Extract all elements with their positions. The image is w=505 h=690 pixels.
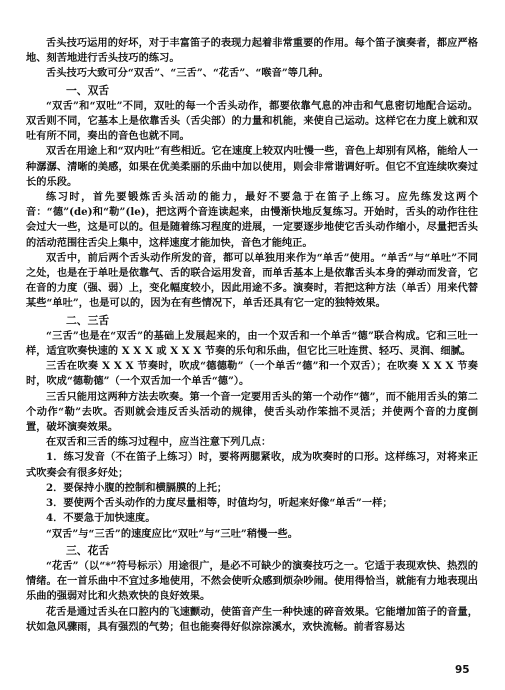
list-item: 3．要使两个舌头动作的力度尽量相等，时值均匀，听起来好像“单舌”一样； xyxy=(46,497,393,510)
page-body xyxy=(26,36,478,635)
page-number: 95 xyxy=(455,664,470,676)
paragraph: 舌头技巧大致可分“双舌”、“三舌”、“花舌”、“喉音”等几种。 xyxy=(46,67,329,80)
paragraph: “三舌”也是在“双舌”的基础上发展起来的，由一个双舌和一个单舌“德”联合构成。它和三吐一样，适宜吹奏快速的 X X X 或 X X X 节奏的乐句和乐曲，但它比三吐连贯、轻巧、灵润、细腻。 xyxy=(26,329,478,358)
section-heading: 一、双舌 xyxy=(66,83,110,97)
paragraph: “双舌”和“双吐”不同，双吐的每一个舌头动作，都要依靠气息的冲击和气息密切地配合运动。双舌则不同，它基本上是依靠舌头（舌尖部）的力量和机能，来使自己运动。这样它在力度上就和双吐有所不同，奏出的音色也就不同。 xyxy=(26,99,478,143)
paragraph: “花舌”（以“*”符号标示）用途很广，是必不可缺少的演奏技巧之一。它适于表现欢快、热烈的情绪。在一首乐曲中不宜过多地使用，不然会使听众感到烦杂吵闹。使用得恰当，就能有力地表现出乐曲的强弱对比和火热欢快的良好效果。 xyxy=(26,559,478,603)
paragraph: 练习时，首先要锻炼舌头活动的能力，最好不要急于在笛子上练习。应先练发这两个音：“德”(de)和“勒”(le)，把这两个音连读起来，由慢渐快地反复练习。开始时，舌头的动作往往会过大一些，这是可以的。但是随着练习程度的进展，一定要逐步地使它舌头动作缩小，尽量把舌头的活动范围往舌尖上集中，这样速度才能加快，音色才能纯正。 xyxy=(26,191,478,249)
paragraph: 花舌是通过舌头在口腔内的飞速颤动，使笛音产生一种快速的碎音效果。它能增加笛子的音量，状如急风骤雨，具有强烈的气势；但也能奏得好似淙淙溪水，欢快流畅。前者容易达 xyxy=(26,605,478,633)
list-item: 1．练习发音（不在笛子上练习）时，要将两腮紧收，成为吹奏时的口形。这样练习，对将来正式吹奏会有很多好处； xyxy=(26,451,478,479)
paragraph: 舌头技巧运用的好坏，对于丰富笛子的表现力起着非常重要的作用。每个笛子演奏者，都应严格地、刻苦地进行舌头技巧的练习。 xyxy=(26,37,478,65)
paragraph: 三舌在吹奏 X X X 节奏时，吹成“德德勒”（一个单舌“德”和一个双舌）；在吹奏 X X X 节奏时，吹成“德勒德”（一个双舌加一个单舌“德”）。 xyxy=(26,360,478,388)
paragraph: “双舌”与“三舌”的速度应比“双吐”与“三吐”稍慢一些。 xyxy=(46,527,299,540)
paragraph: 三舌只能用这两种方法去吹奏。第一个音一定要用舌头的第一个动作“德”，而不能用舌头的第二个动作“勒”去吹。否则就会违反舌头活动的规律，使舌头动作笨拙不灵活；并使两个音的力度倒置，破坏演奏效果。 xyxy=(26,390,478,434)
list-item: 2．要保持小腹的控制和横膈膜的上托； xyxy=(46,481,228,494)
paragraph: 双舌中，前后两个舌头动作所发的音，都可以单独用来作为“单舌”使用。“单舌”与“单吐”不同之处，也是在于单吐是依靠气、舌的联合运用发音，而单舌基本上是依靠舌头本身的弹动而发音，它在音的力度（强、弱）上，变化幅度较小，因此用途不多。演奏时，若把这种方法（单舌）用来代替某些“单吐”，也是可以的，因为在有些情况下，单舌还具有它一定的独特效果。 xyxy=(26,251,478,310)
list-item: 4．不要急于加快速度。 xyxy=(46,512,156,525)
paragraph: 在双舌和三舌的练习过程中，应当注意下列几点： xyxy=(46,436,272,449)
section-heading: 三、花舌 xyxy=(66,543,110,557)
section-heading: 二、三舌 xyxy=(66,313,110,327)
paragraph: 双舌在用途上和“双内吐”有些相近。它在速度上较双内吐慢一些，音色上却别有风格，能给人一种潺潺、清晰的美感，如果在优美柔丽的乐曲中加以使用，则会非常谐调好听。但它不宜连续吹奏过长的乐段。 xyxy=(26,145,478,188)
